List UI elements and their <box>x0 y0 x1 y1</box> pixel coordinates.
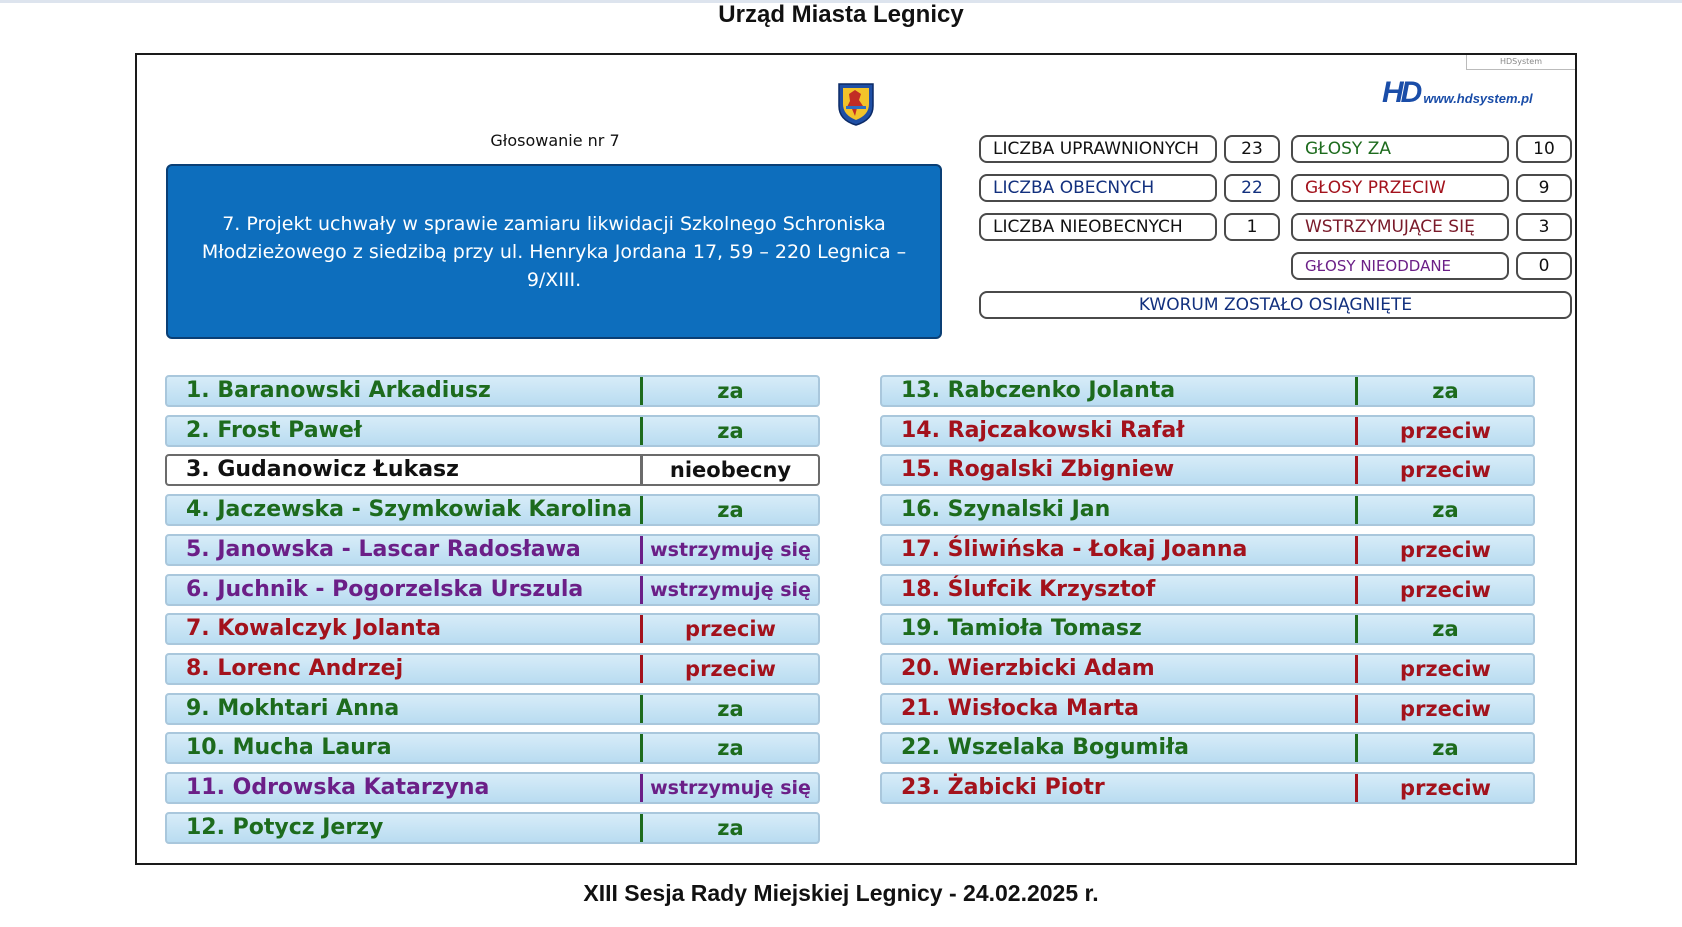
votes-against-count: 9 <box>1516 174 1572 202</box>
councillor-row <box>880 534 1535 566</box>
page-title: Urząd Miasta Legnicy <box>718 1 964 28</box>
councillor-vote: przeciw <box>1400 419 1491 443</box>
councillor-name: 22. Wszelaka Bogumiła <box>901 735 1190 760</box>
councillor-vote: nieobecny <box>669 458 792 482</box>
councillor-name: 7. Kowalczyk Jolanta <box>186 616 441 641</box>
councillor-vote: przeciw <box>1400 657 1491 681</box>
councillor-row <box>165 693 820 725</box>
councillor-name: 15. Rogalski Zbigniew <box>901 457 1175 482</box>
councillor-vote: przeciw <box>1400 578 1491 602</box>
councillor-row <box>165 653 820 685</box>
councillor-vote: za <box>717 736 744 760</box>
councillor-name: 2. Frost Paweł <box>186 418 362 443</box>
votes-for-count: 10 <box>1516 135 1572 163</box>
councillor-row <box>880 653 1535 685</box>
voting-results-screen <box>135 53 1577 865</box>
votes-against-label: GŁOSY PRZECIW <box>1291 174 1509 202</box>
session-footer: XIII Sesja Rady Miejskiej Legnicy - 24.02.2025 r. <box>583 880 1099 906</box>
councillor-vote: przeciw <box>685 617 776 641</box>
councillor-name: 5. Janowska - Lascar Radosława <box>186 537 581 562</box>
councillor-name: 19. Tamioła Tomasz <box>901 616 1142 641</box>
vote-title: Głosowanie nr 7 <box>490 131 620 150</box>
not-cast-label: GŁOSY NIEODDANE <box>1291 252 1509 280</box>
councillor-name: 20. Wierzbicki Adam <box>901 656 1155 681</box>
hdsystem-logo <box>1382 77 1533 109</box>
absent-label: LICZBA NIEOBECNYCH <box>979 213 1217 241</box>
councillor-row <box>165 454 820 486</box>
councillor-row <box>165 574 820 606</box>
councillor-name: 21. Wisłocka Marta <box>901 696 1139 721</box>
councillor-name: 9. Mokhtari Anna <box>186 696 400 721</box>
councillor-row <box>880 772 1535 804</box>
councillor-name: 1. Baranowski Arkadiusz <box>186 378 491 403</box>
councillor-vote: za <box>717 379 744 403</box>
councillor-vote: przeciw <box>685 657 776 681</box>
councillor-row <box>165 772 820 804</box>
resolution-box <box>166 164 942 339</box>
abstain-label: WSTRZYMUJĄCE SIĘ <box>1291 213 1509 241</box>
councillor-vote: przeciw <box>1400 697 1491 721</box>
councillor-name: 3. Gudanowicz Łukasz <box>186 457 459 482</box>
councillor-vote: za <box>1432 736 1459 760</box>
resolution-text: 7. Projekt uchwały w sprawie zamiaru likwidacji Szkolnego Schroniska Młodzieżowego z siedzibą przy ul. Henryka Jordana 17, 59 – 220 Legnica – 9/XIII. <box>201 212 907 291</box>
councillor-vote: za <box>717 498 744 522</box>
councillor-row <box>165 494 820 526</box>
councillor-vote: wstrzymuję się <box>650 777 811 799</box>
present-label: LICZBA OBECNYCH <box>979 174 1217 202</box>
councillor-vote: przeciw <box>1400 776 1491 800</box>
councillor-name: 11. Odrowska Katarzyna <box>186 775 490 800</box>
councillor-name: 4. Jaczewska - Szymkowiak Karolina <box>186 497 632 522</box>
councillor-vote: za <box>1432 379 1459 403</box>
hdsystem-tab: HDSystem <box>1466 55 1575 70</box>
councillor-row <box>165 534 820 566</box>
councillor-name: 16. Szynalski Jan <box>901 497 1111 522</box>
councillor-row <box>880 415 1535 447</box>
votes-for-label: GŁOSY ZA <box>1291 135 1509 163</box>
councillor-name: 13. Rabczenko Jolanta <box>901 378 1176 403</box>
councillor-vote: za <box>1432 498 1459 522</box>
legnica-coat-of-arms-icon <box>837 82 875 126</box>
councillor-name: 6. Juchnik - Pogorzelska Urszula <box>186 577 584 602</box>
councillor-name: 23. Żabicki Piotr <box>901 775 1105 800</box>
present-count: 22 <box>1224 174 1280 202</box>
councillor-vote: za <box>717 816 744 840</box>
councillor-row <box>165 812 820 844</box>
councillor-vote: za <box>717 419 744 443</box>
councillor-vote: przeciw <box>1400 458 1491 482</box>
hd-logo-url: www.hdsystem.pl <box>1423 90 1533 106</box>
councillor-name: 14. Rajczakowski Rafał <box>901 418 1185 443</box>
councillor-row <box>165 415 820 447</box>
councillor-row <box>880 574 1535 606</box>
councillor-name: 17. Śliwińska - Łokaj Joanna <box>901 537 1248 562</box>
councillor-vote: przeciw <box>1400 538 1491 562</box>
councillor-vote: wstrzymuję się <box>650 579 811 601</box>
councillor-row <box>880 693 1535 725</box>
councillor-row <box>165 613 820 645</box>
councillor-row <box>165 375 820 407</box>
absent-count: 1 <box>1224 213 1280 241</box>
councillor-row <box>880 375 1535 407</box>
councillor-vote: za <box>1432 617 1459 641</box>
councillor-name: 10. Mucha Laura <box>186 735 392 760</box>
quorum-status: KWORUM ZOSTAŁO OSIĄGNIĘTE <box>979 291 1572 319</box>
councillor-row <box>880 732 1535 764</box>
eligible-label: LICZBA UPRAWNIONYCH <box>979 135 1217 163</box>
councillor-row <box>880 494 1535 526</box>
councillor-vote: wstrzymuję się <box>650 539 811 561</box>
councillor-vote: za <box>717 697 744 721</box>
abstain-count: 3 <box>1516 213 1572 241</box>
hd-logo-mark: HD <box>1382 76 1420 109</box>
councillor-row <box>165 732 820 764</box>
councillor-row <box>880 613 1535 645</box>
councillor-name: 12. Potycz Jerzy <box>186 815 384 840</box>
eligible-count: 23 <box>1224 135 1280 163</box>
councillor-name: 8. Lorenc Andrzej <box>186 656 404 681</box>
not-cast-count: 0 <box>1516 252 1572 280</box>
councillor-name: 18. Ślufcik Krzysztof <box>901 577 1156 602</box>
councillor-row <box>880 454 1535 486</box>
